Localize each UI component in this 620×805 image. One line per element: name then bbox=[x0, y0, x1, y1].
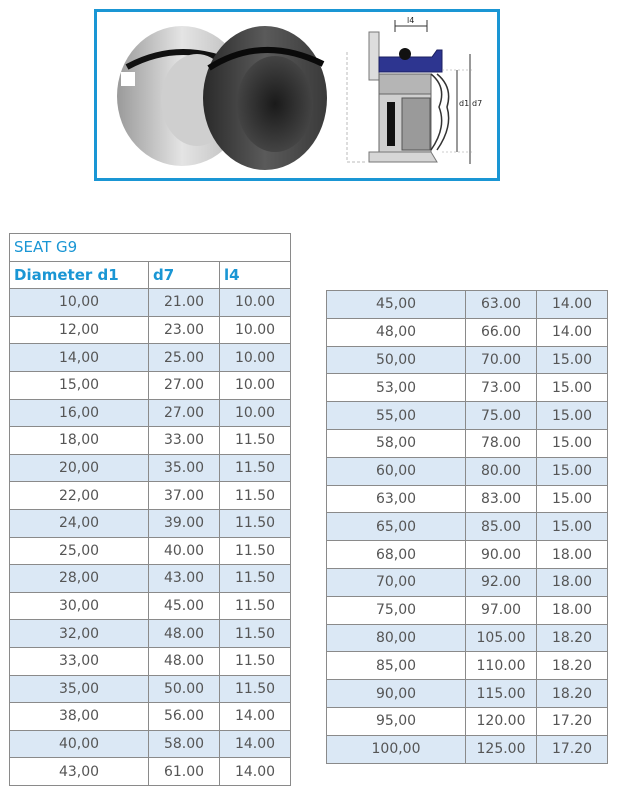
cell-l4: 14.00 bbox=[220, 730, 291, 758]
table-row bbox=[327, 596, 608, 624]
table-title: SEAT G9 bbox=[10, 234, 291, 262]
cell-diameter-d1: 63,00 bbox=[327, 485, 466, 513]
cell-d7: 83.00 bbox=[466, 485, 537, 513]
cell-l4: 18.20 bbox=[537, 680, 608, 708]
cell-d7: 90.00 bbox=[466, 541, 537, 569]
cell-diameter-d1: 80,00 bbox=[327, 624, 466, 652]
cell-diameter-d1: 58,00 bbox=[327, 429, 466, 457]
cell-diameter-d1: 38,00 bbox=[10, 703, 149, 731]
column-header-diameter-d1: Diameter d1 bbox=[10, 261, 149, 289]
cell-diameter-d1: 75,00 bbox=[327, 596, 466, 624]
cell-d7: 115.00 bbox=[466, 680, 537, 708]
seat-table-right bbox=[326, 290, 608, 764]
cell-l4: 10.00 bbox=[220, 399, 291, 427]
seat-illustration bbox=[97, 12, 497, 178]
d1-dimension-label: d1 bbox=[459, 99, 470, 108]
seat-table-left bbox=[9, 233, 291, 786]
cell-l4: 15.00 bbox=[537, 457, 608, 485]
cell-diameter-d1: 28,00 bbox=[10, 565, 149, 593]
product-figure bbox=[94, 9, 500, 181]
cell-d7: 75.00 bbox=[466, 402, 537, 430]
cell-diameter-d1: 70,00 bbox=[327, 568, 466, 596]
table-row bbox=[10, 509, 291, 537]
cell-diameter-d1: 25,00 bbox=[10, 537, 149, 565]
cell-d7: 25.00 bbox=[149, 344, 220, 372]
cell-d7: 23.00 bbox=[149, 316, 220, 344]
table-row bbox=[10, 316, 291, 344]
l4-dimension-label: l4 bbox=[407, 16, 415, 25]
cell-d7: 50.00 bbox=[149, 675, 220, 703]
cell-diameter-d1: 55,00 bbox=[327, 402, 466, 430]
cell-l4: 11.50 bbox=[220, 620, 291, 648]
cell-d7: 43.00 bbox=[149, 565, 220, 593]
table-row bbox=[10, 730, 291, 758]
cell-l4: 15.00 bbox=[537, 402, 608, 430]
cell-d7: 66.00 bbox=[466, 318, 537, 346]
table-title-row bbox=[10, 234, 291, 262]
table-row bbox=[10, 371, 291, 399]
cell-d7: 37.00 bbox=[149, 482, 220, 510]
cell-l4: 18.20 bbox=[537, 652, 608, 680]
cell-l4: 15.00 bbox=[537, 429, 608, 457]
cell-diameter-d1: 20,00 bbox=[10, 454, 149, 482]
cell-l4: 17.20 bbox=[537, 707, 608, 735]
cell-l4: 11.50 bbox=[220, 537, 291, 565]
table-row bbox=[327, 541, 608, 569]
cell-d7: 21.00 bbox=[149, 289, 220, 317]
column-header-l4: l4 bbox=[220, 261, 291, 289]
cell-d7: 97.00 bbox=[466, 596, 537, 624]
cell-d7: 56.00 bbox=[149, 703, 220, 731]
cell-l4: 18.00 bbox=[537, 596, 608, 624]
cell-d7: 125.00 bbox=[466, 735, 537, 763]
table-row bbox=[10, 454, 291, 482]
cell-diameter-d1: 14,00 bbox=[10, 344, 149, 372]
cell-d7: 63.00 bbox=[466, 291, 537, 319]
table-row bbox=[10, 647, 291, 675]
cell-d7: 40.00 bbox=[149, 537, 220, 565]
cell-diameter-d1: 24,00 bbox=[10, 509, 149, 537]
cell-d7: 45.00 bbox=[149, 592, 220, 620]
cell-diameter-d1: 35,00 bbox=[10, 675, 149, 703]
cell-d7: 73.00 bbox=[466, 374, 537, 402]
cell-diameter-d1: 40,00 bbox=[10, 730, 149, 758]
cell-l4: 11.50 bbox=[220, 454, 291, 482]
table-row bbox=[10, 482, 291, 510]
table-row bbox=[327, 568, 608, 596]
cell-d7: 110.00 bbox=[466, 652, 537, 680]
table-row bbox=[327, 735, 608, 763]
cell-l4: 10.00 bbox=[220, 371, 291, 399]
table-row bbox=[10, 703, 291, 731]
cell-diameter-d1: 22,00 bbox=[10, 482, 149, 510]
cell-d7: 78.00 bbox=[466, 429, 537, 457]
cell-diameter-d1: 100,00 bbox=[327, 735, 466, 763]
table-row bbox=[327, 513, 608, 541]
cell-l4: 18.00 bbox=[537, 568, 608, 596]
cell-l4: 11.50 bbox=[220, 482, 291, 510]
table-row bbox=[10, 537, 291, 565]
table-row bbox=[327, 485, 608, 513]
cell-diameter-d1: 32,00 bbox=[10, 620, 149, 648]
cell-d7: 80.00 bbox=[466, 457, 537, 485]
table-row bbox=[327, 680, 608, 708]
cell-diameter-d1: 85,00 bbox=[327, 652, 466, 680]
cell-diameter-d1: 95,00 bbox=[327, 707, 466, 735]
table-row bbox=[327, 624, 608, 652]
table-row bbox=[10, 427, 291, 455]
cell-d7: 39.00 bbox=[149, 509, 220, 537]
cell-l4: 10.00 bbox=[220, 289, 291, 317]
cell-diameter-d1: 18,00 bbox=[10, 427, 149, 455]
cell-l4: 15.00 bbox=[537, 346, 608, 374]
table-row bbox=[10, 399, 291, 427]
cell-l4: 10.00 bbox=[220, 344, 291, 372]
cell-diameter-d1: 10,00 bbox=[10, 289, 149, 317]
table-row bbox=[327, 652, 608, 680]
table-body-right bbox=[327, 291, 608, 764]
cell-l4: 11.50 bbox=[220, 427, 291, 455]
table-row bbox=[10, 565, 291, 593]
cell-d7: 27.00 bbox=[149, 399, 220, 427]
table-row bbox=[327, 457, 608, 485]
column-header-d7: d7 bbox=[149, 261, 220, 289]
table-row bbox=[327, 346, 608, 374]
cell-diameter-d1: 33,00 bbox=[10, 647, 149, 675]
table-row bbox=[10, 620, 291, 648]
cell-d7: 105.00 bbox=[466, 624, 537, 652]
cell-l4: 11.50 bbox=[220, 647, 291, 675]
cell-l4: 15.00 bbox=[537, 513, 608, 541]
cell-diameter-d1: 45,00 bbox=[327, 291, 466, 319]
table-row bbox=[10, 758, 291, 786]
cell-l4: 10.00 bbox=[220, 316, 291, 344]
cell-l4: 15.00 bbox=[537, 374, 608, 402]
table-row bbox=[327, 318, 608, 346]
cell-diameter-d1: 68,00 bbox=[327, 541, 466, 569]
table-row bbox=[327, 402, 608, 430]
table-row bbox=[327, 429, 608, 457]
table-header-row bbox=[10, 261, 291, 289]
cell-l4: 14.00 bbox=[220, 758, 291, 786]
cell-l4: 11.50 bbox=[220, 565, 291, 593]
cell-d7: 70.00 bbox=[466, 346, 537, 374]
cell-d7: 120.00 bbox=[466, 707, 537, 735]
cell-l4: 11.50 bbox=[220, 592, 291, 620]
table-body-left bbox=[10, 289, 291, 786]
table-row bbox=[10, 289, 291, 317]
cell-diameter-d1: 16,00 bbox=[10, 399, 149, 427]
cell-d7: 27.00 bbox=[149, 371, 220, 399]
dark-seat-ring bbox=[203, 26, 327, 170]
cell-l4: 11.50 bbox=[220, 675, 291, 703]
cell-diameter-d1: 60,00 bbox=[327, 457, 466, 485]
cell-l4: 18.00 bbox=[537, 541, 608, 569]
table-row bbox=[10, 592, 291, 620]
cell-l4: 14.00 bbox=[537, 318, 608, 346]
cell-l4: 14.00 bbox=[537, 291, 608, 319]
cell-d7: 48.00 bbox=[149, 647, 220, 675]
cell-diameter-d1: 48,00 bbox=[327, 318, 466, 346]
cell-diameter-d1: 12,00 bbox=[10, 316, 149, 344]
cell-d7: 85.00 bbox=[466, 513, 537, 541]
cell-d7: 48.00 bbox=[149, 620, 220, 648]
cell-d7: 58.00 bbox=[149, 730, 220, 758]
cell-diameter-d1: 30,00 bbox=[10, 592, 149, 620]
cell-l4: 14.00 bbox=[220, 703, 291, 731]
cross-section-drawing bbox=[347, 16, 482, 164]
table-row bbox=[327, 374, 608, 402]
cell-d7: 33.00 bbox=[149, 427, 220, 455]
table-row bbox=[327, 291, 608, 319]
cell-l4: 15.00 bbox=[537, 485, 608, 513]
cell-d7: 61.00 bbox=[149, 758, 220, 786]
cell-diameter-d1: 90,00 bbox=[327, 680, 466, 708]
table-row bbox=[10, 344, 291, 372]
cell-diameter-d1: 15,00 bbox=[10, 371, 149, 399]
d7-dimension-label: d7 bbox=[472, 99, 483, 108]
cell-d7: 35.00 bbox=[149, 454, 220, 482]
cell-l4: 17.20 bbox=[537, 735, 608, 763]
cell-diameter-d1: 50,00 bbox=[327, 346, 466, 374]
table-row bbox=[327, 707, 608, 735]
cell-d7: 92.00 bbox=[466, 568, 537, 596]
cell-diameter-d1: 43,00 bbox=[10, 758, 149, 786]
cell-diameter-d1: 65,00 bbox=[327, 513, 466, 541]
table-row bbox=[10, 675, 291, 703]
cell-l4: 11.50 bbox=[220, 509, 291, 537]
cell-l4: 18.20 bbox=[537, 624, 608, 652]
cell-diameter-d1: 53,00 bbox=[327, 374, 466, 402]
